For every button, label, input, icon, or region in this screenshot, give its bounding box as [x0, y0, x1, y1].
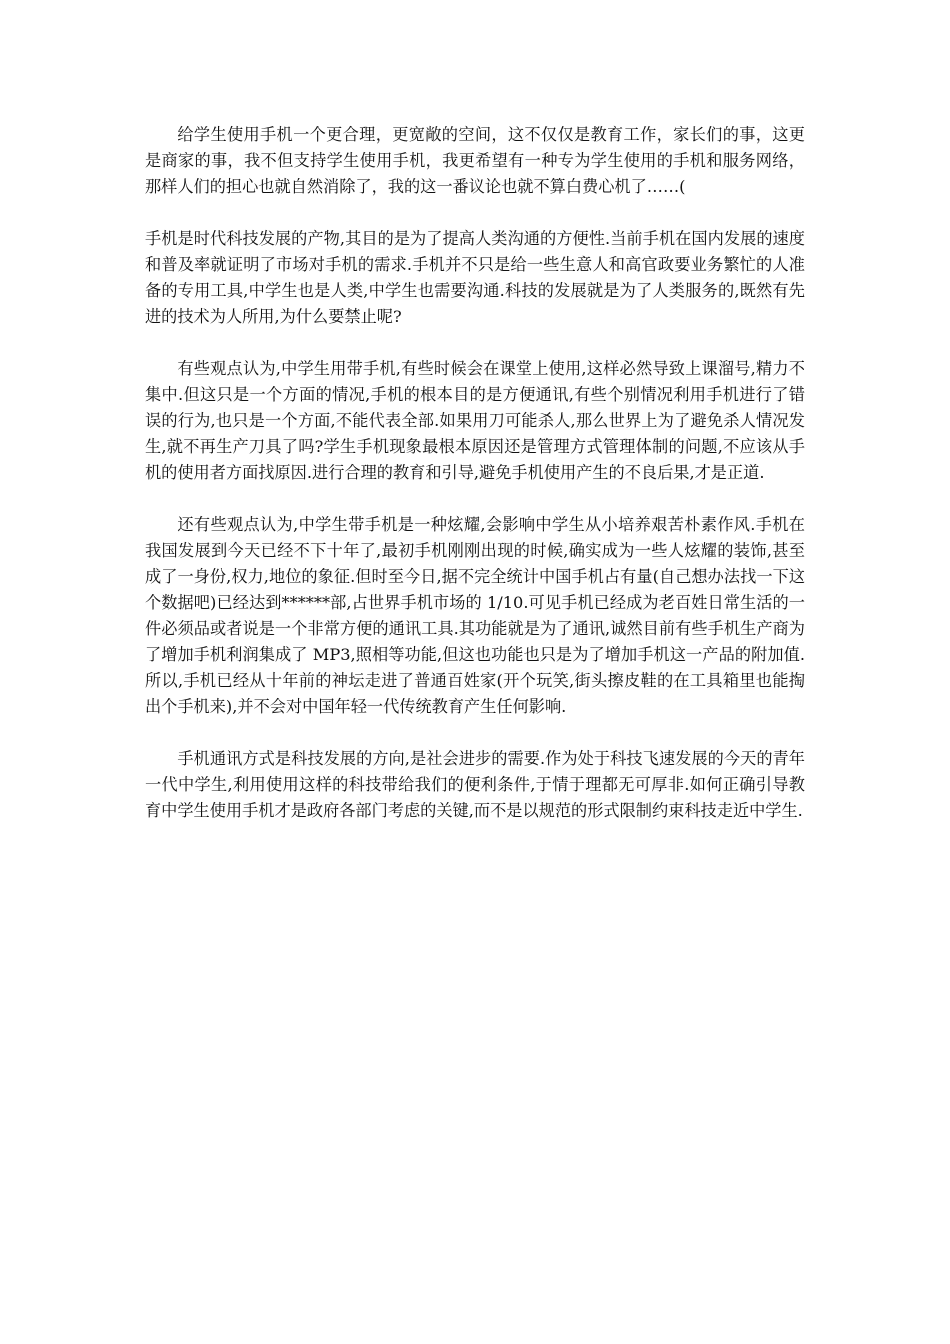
- paragraph-1: 给学生使用手机一个更合理，更宽敞的空间，这不仅仅是教育工作，家长们的事，这更是商家的事，我不但支持学生使用手机，我更希望有一种专为学生使用的手机和服务网络，那样人们的担心也就自然消除了，我的这一番议论也就不算白费心机了……(: [145, 125, 805, 196]
- paragraph-gap: [145, 486, 805, 512]
- paragraph-5: 手机通讯方式是科技发展的方向,是社会进步的需要.作为处于科技飞速发展的今天的青年一代中学生,利用使用这样的科技带给我们的便利条件,于情于理都无可厚非.如何正确引导教育中学生使用手机才是政府各部门考虑的关键,而不是以规范的形式限制约束科技走近中学生.: [145, 749, 805, 820]
- paragraph-3: 有些观点认为,中学生用带手机,有些时候会在课堂上使用,这样必然导致上课溜号,精力不集中.但这只是一个方面的情况,手机的根本目的是方便通讯,有些个别情况利用手机进行了错误的行为,也只是一个方面,不能代表全部.如果用刀可能杀人,那么世界上为了避免杀人情况发生,就不再生产刀具了吗?学生手机现象最根本原因还是管理方式管理体制的问题,不应该从手机的使用者方面找原因.进行合理的教育和引导,避免手机使用产生的不良后果,才是正道.: [145, 359, 805, 482]
- paragraph-4: 还有些观点认为,中学生带手机是一种炫耀,会影响中学生从小培养艰苦朴素作风.手机在我国发展到今天已经不下十年了,最初手机刚刚出现的时候,确实成为一些人炫耀的装饰,甚至成了一身份,权力,地位的象征.但时至今日,据不完全统计中国手机占有量(自己想办法找一下这个数据吧)已经达到******部,占世界手机市场的 1/10.可见手机已经成为老百姓日常生活的一件必须品或者说是一个非常方便的通讯工具.其功能就是为了通讯,诚然目前有些手机生产商为了增加手机利润集成了 MP3,照相等功能,但这也功能也只是为了增加手机这一产品的附加值.所以,手机已经从十年前的神坛走进了普通百姓家(开个玩笑,街头擦皮鞋的在工具箱里也能掏出个手机来),并不会对中国年轻一代传统教育产生任何影响.: [145, 515, 805, 716]
- paragraph-gap: [145, 330, 805, 356]
- paragraph-gap: [145, 200, 805, 226]
- paragraph-gap: [145, 720, 805, 746]
- paragraph-2: 手机是时代科技发展的产物,其目的是为了提高人类沟通的方便性.当前手机在国内发展的速度和普及率就证明了市场对手机的需求.手机并不只是给一些生意人和高官政要业务繁忙的人准备的专用工具,中学生也是人类,中学生也需要沟通.科技的发展就是为了人类服务的,既然有先进的技术为人所用,为什么要禁止呢?: [145, 229, 805, 326]
- document-body: [145, 122, 805, 824]
